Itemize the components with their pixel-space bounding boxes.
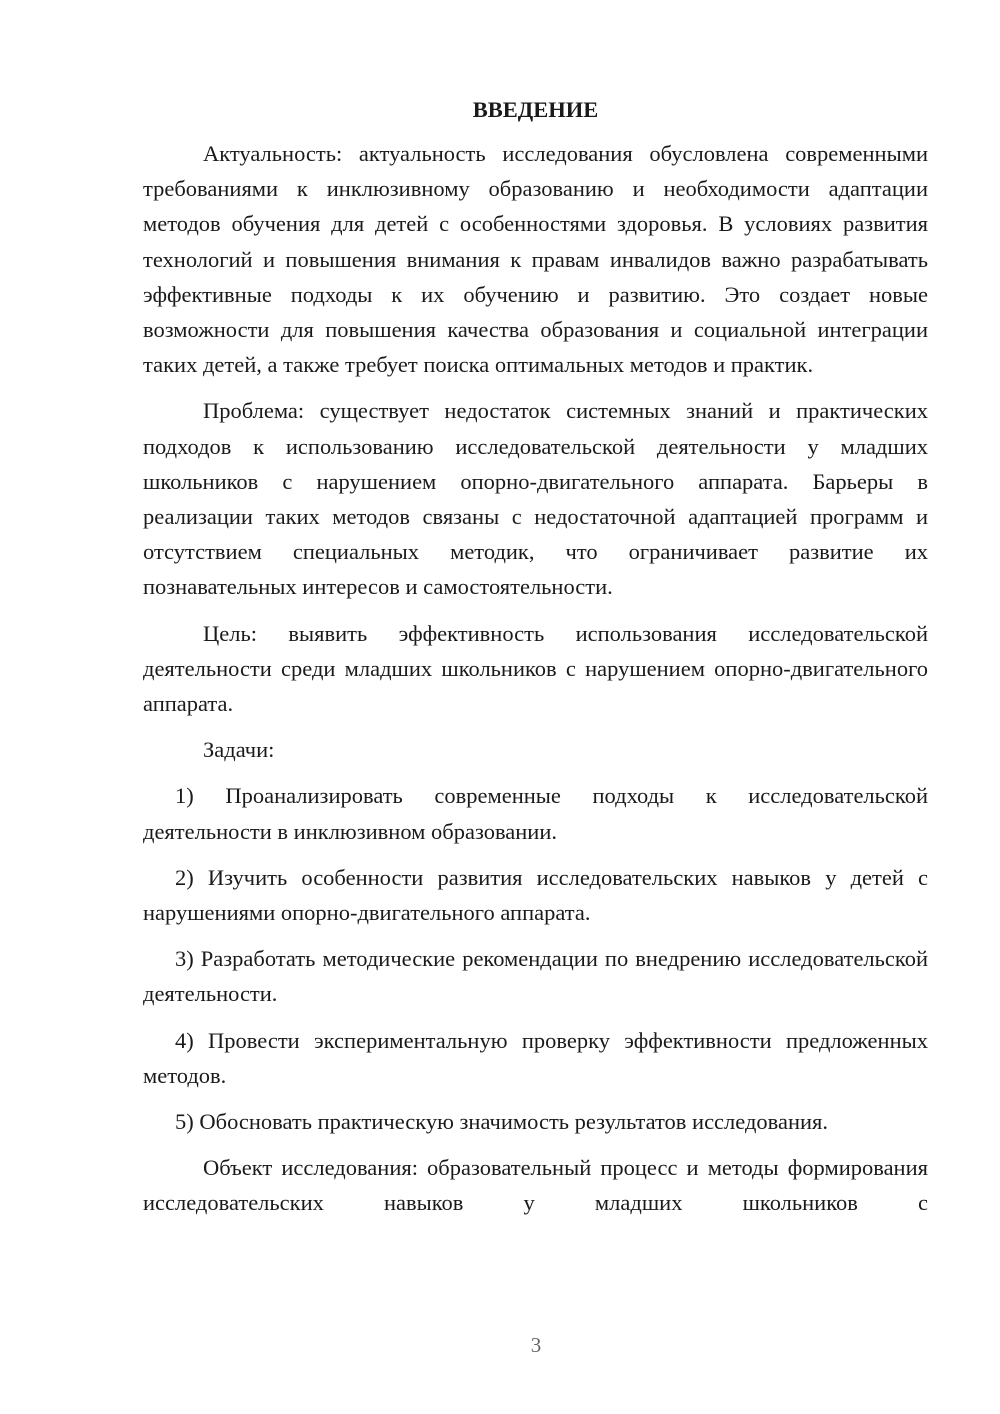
goal-paragraph: Цель: выявить эффективность использования исследовательской деятельности среди младших школьников с нарушением опорно-двигательного аппарата. <box>143 620 928 717</box>
list-item: 5) Обосновать практическую значимость результатов исследования. <box>175 1109 829 1135</box>
section-title: ВВЕДЕНИЕ <box>472 97 599 122</box>
object-paragraph: Объект исследования: образовательный процесс и методы формирования исследовательских навыков у младших школьников с <box>143 1155 928 1216</box>
relevance-paragraph: Актуальность: актуальность исследования обусловлена современными требованиями к инклюзивному образованию и необходимости адаптации методов обучения для детей с особенностями здоровья. В условиях развития технологий и повышения внимания к правам инвалидов важно разрабатывать эффективные подходы к их обучению и развитию. Это создает новые возможности для повышения качества образования и социальной интеграции таких детей, а также требует поиска оптимальных методов и практик. <box>143 141 928 378</box>
page-number: 3 <box>530 1333 542 1357</box>
list-item: 2) Изучить особенности развития исследовательских навыков у детей с нарушениями опорно-двигательного аппарата. <box>143 864 928 926</box>
tasks-heading: Задачи: <box>203 737 275 763</box>
list-item: 1) Проанализировать современные подходы к исследовательской деятельности в инклюзивном образовании. <box>143 783 928 844</box>
tasks-list <box>143 778 928 1139</box>
problem-paragraph: Проблема: существует недостаток системных знаний и практических подходов к использованию исследовательской деятельности у младших школьников с нарушением опорно-двигательного аппарата. Барьеры в реализации таких методов связаны с недостаточной адаптацией программ и отсутствием специальных методик, что ограничивает развитие их познавательных интересов и самостоятельности. <box>143 398 928 600</box>
list-item: 3) Разработать методические рекомендации по внедрению исследовательской деятельности. <box>143 946 928 1007</box>
document-page <box>143 92 928 1221</box>
list-item: 4) Провести экспериментальную проверку эффективности предложенных методов. <box>143 1027 928 1088</box>
